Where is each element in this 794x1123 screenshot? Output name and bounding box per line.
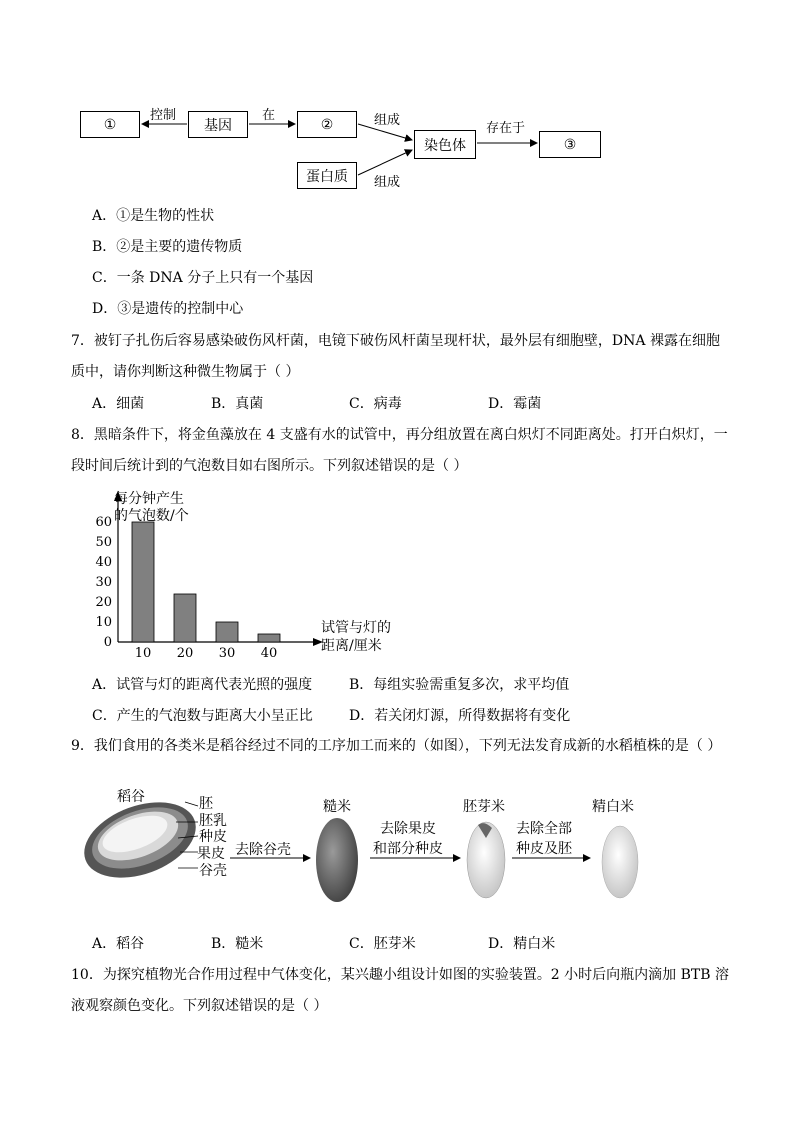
q8-stem-line1: 8．黑暗条件下，将金鱼藻放在 4 支盛有水的试管中，再分组放置在离白炽灯不同距离处。打开白炽灯，一	[71, 427, 728, 443]
box-chromosome: 染色体	[414, 130, 476, 159]
bubble-count-chart	[70, 485, 450, 665]
y-tick-label: 40	[95, 555, 112, 570]
y-tick-label: 0	[103, 635, 112, 650]
q7-stem-line2: 质中，请你判断这种微生物属于（ ）	[71, 364, 300, 380]
q7-option-a: A．细菌	[92, 396, 145, 412]
x-tick-label: 10	[134, 646, 152, 661]
label-pericarp: 果皮	[197, 846, 225, 862]
y-tick-label: 30	[95, 575, 112, 590]
box-protein: 蛋白质	[297, 162, 357, 189]
label-embryo: 胚	[199, 796, 213, 812]
q7-option-b: B．真菌	[211, 396, 264, 412]
q9-option-a: A．稻谷	[92, 936, 145, 952]
bar-30	[216, 622, 238, 642]
label-step-remove-pericarp-2: 和部分种皮	[373, 841, 443, 857]
bar-20	[174, 594, 196, 642]
brown-rice-icon	[316, 818, 358, 902]
q7-option-d: D．霉菌	[488, 396, 542, 412]
x-axis-label-line1: 试管与灯的	[321, 620, 391, 636]
q9-option-d: D．精白米	[488, 936, 556, 952]
y-axis-label-line2: 的气泡数/个	[114, 508, 189, 524]
q8-stem-line2: 段时间后统计到的气泡数目如右图所示。下列叙述错误的是（ ）	[71, 458, 468, 474]
label-white-rice: 精白米	[592, 799, 634, 815]
q10-stem-line2: 液观察颜色变化。下列叙述错误的是（ ）	[71, 998, 328, 1014]
q8-option-d: D．若关闭灯源，所得数据将有变化	[349, 708, 571, 724]
label-control: 控制	[150, 108, 177, 123]
q7-option-c: C．病毒	[349, 396, 402, 412]
y-axis-label-line1: 每分钟产生	[114, 491, 184, 507]
x-tick-label: 20	[176, 646, 194, 661]
label-compose-top: 组成	[374, 113, 401, 128]
x-tick-label: 40	[260, 646, 278, 661]
rice-figure-graphics	[80, 780, 660, 910]
q8-option-b: B．每组实验需重复多次，求平均值	[349, 677, 570, 693]
label-compose-bottom: 组成	[374, 175, 401, 190]
q6-option-d: D．③是遗传的控制中心	[92, 301, 244, 317]
y-tick-label: 60	[95, 515, 112, 530]
q10-stem-line1: 10．为探究植物光合作用过程中气体变化，某兴趣小组设计如图的实验装置。2 小时后向瓶内滴加 BTB 溶	[71, 967, 729, 983]
q6-option-a: A．①是生物的性状	[92, 208, 215, 224]
q6-option-b: B．②是主要的遗传物质	[92, 239, 243, 255]
x-tick-label: 30	[218, 646, 236, 661]
label-germ-rice: 胚芽米	[463, 799, 505, 815]
germ-rice-icon	[467, 822, 505, 898]
label-in: 在	[262, 108, 276, 123]
q8-option-a: A．试管与灯的距离代表光照的强度	[92, 677, 313, 693]
white-rice-icon	[602, 826, 638, 898]
label-endosperm: 胚乳	[199, 813, 227, 829]
y-tick-label: 10	[95, 615, 112, 630]
bar-10	[132, 522, 154, 642]
label-step-remove-husk: 去除谷壳	[235, 842, 291, 858]
q9-stem-line1: 9．我们食用的各类米是稻谷经过不同的工序加工而来的（如图），下列无法发育成新的水稻植株的是（ ）	[71, 738, 722, 754]
box-cell-nucleus: ③	[539, 131, 601, 158]
label-brown-rice: 糙米	[323, 799, 351, 815]
box-gene: 基因	[188, 111, 248, 138]
q9-option-c: C．胚芽米	[349, 936, 416, 952]
label-exist: 存在于	[486, 121, 526, 136]
label-husk: 谷壳	[199, 863, 227, 879]
bar-40	[258, 634, 280, 642]
x-axis-label-line2: 距离/厘米	[321, 638, 382, 654]
q8-option-c: C．产生的气泡数与距离大小呈正比	[92, 708, 313, 724]
q6-option-c: C．一条 DNA 分子上只有一个基因	[92, 270, 314, 286]
label-seedcoat: 种皮	[199, 829, 227, 845]
label-step-remove-embryo-2: 种皮及胚	[516, 841, 572, 857]
q9-option-b: B．糙米	[211, 936, 264, 952]
diagram-arrows	[0, 0, 794, 200]
y-tick-label: 20	[95, 595, 112, 610]
box-trait: ①	[80, 111, 140, 138]
label-step-remove-embryo-1: 去除全部	[516, 821, 572, 837]
y-tick-label: 50	[95, 535, 112, 550]
q7-stem-line1: 7．被钉子扎伤后容易感染破伤风杆菌，电镜下破伤风杆菌呈现杆状，最外层有细胞壁，DNA 裸露在细胞	[71, 333, 720, 349]
label-step-remove-pericarp-1: 去除果皮	[380, 821, 436, 837]
label-rice-grain: 稻谷	[117, 789, 145, 805]
box-dna: ②	[297, 111, 357, 138]
